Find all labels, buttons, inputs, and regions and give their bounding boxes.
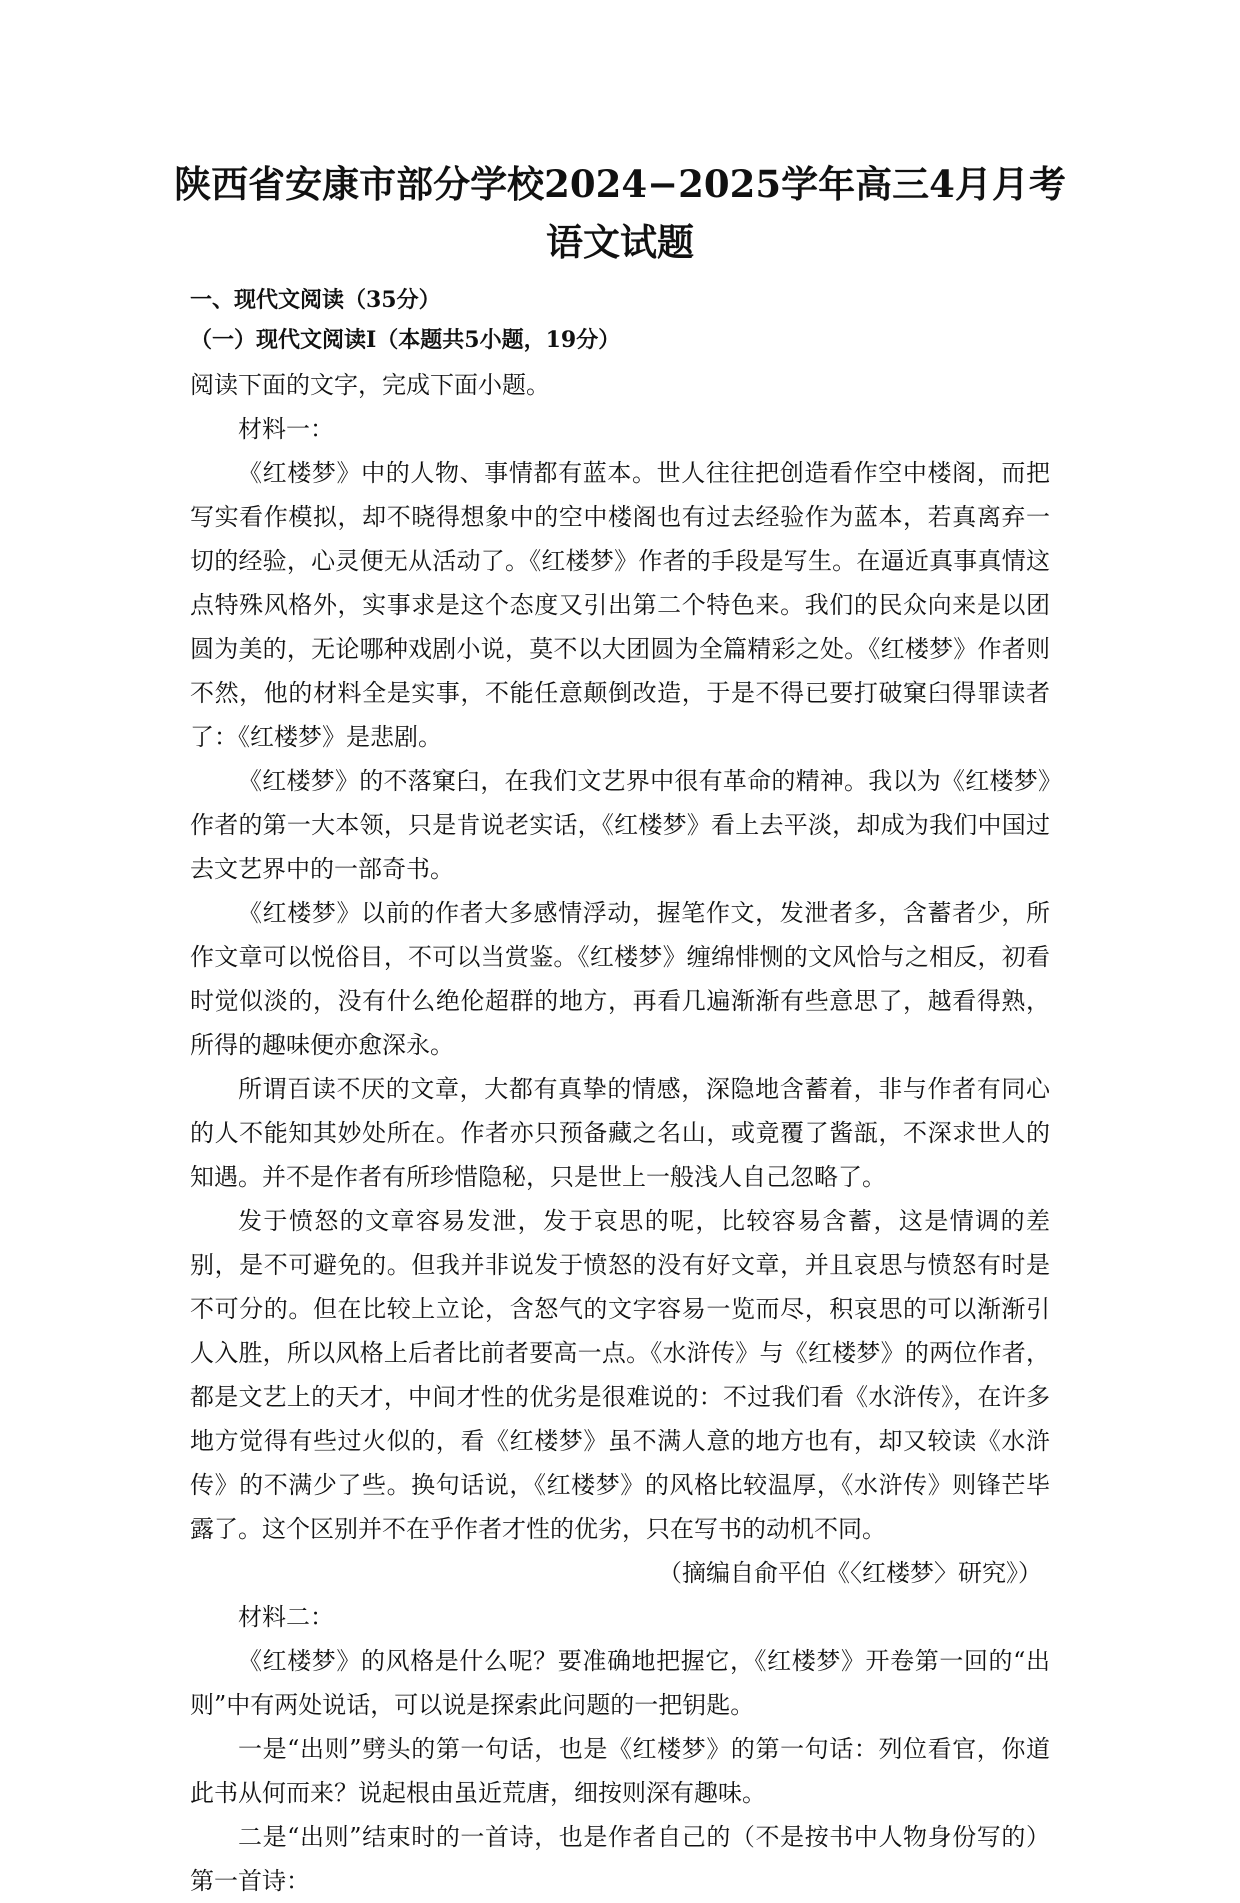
material-1-paragraph: 《红楼梦》中的人物、事情都有蓝本。世人往往把创造看作空中楼阁，而把写实看作模拟，却不晓得想象中的空中楼阁也有过去经验作为蓝本，若真离弃一切的经验，心灵便无从活动了。《红楼梦》作者的手段是写生。在逼近真事真情这点特殊风格外，实事求是这个态度又引出第二个特色来。我们的民众向来是以团圆为美的，无论哪种戏剧小说，莫不以大团圆为全篇精彩之处。《红楼梦》作者则不然，他的材料全是实事，不能任意颠倒改造，于是不得已要打破窠臼得罪读者了：《红楼梦》是悲剧。: [190, 459, 1050, 751]
material-2-paragraph: 二是“出则”结束时的一首诗，也是作者自己的（不是按书中人物身份写的）第一首诗：: [190, 1823, 1050, 1895]
material-1-paragraph: 《红楼梦》的不落窠臼，在我们文艺界中很有革命的精神。我以为《红楼梦》作者的第一大本领，只是肯说老实话，《红楼梦》看上去平淡，却成为我们中国过去文艺界中的一部奇书。: [190, 767, 1050, 883]
material-1-paragraph: 所谓百读不厌的文章，大都有真挚的情感，深隐地含蓄着，非与作者有同心的人不能知其妙处所在。作者亦只预备藏之名山，或竟覆了酱瓿，不深求世人的知遇。并不是作者有所珍惜隐秘，只是世上一般浅人自己忽略了。: [190, 1075, 1050, 1191]
exam-subject: 语文试题: [546, 220, 694, 264]
material-2-label: 材料二：: [238, 1603, 334, 1631]
material-1-source: （摘编自俞平伯《〈红楼梦〉研究》）: [658, 1559, 1042, 1587]
reading-passage: [190, 363, 1050, 1903]
material-1-paragraph: 《红楼梦》以前的作者大多感情浮动，握笔作文，发泄者多，含蓄者少，所作文章可以悦俗目，不可以当赏鉴。《红楼梦》缠绵悱恻的文风恰与之相反，初看时觉似淡的，没有什么绝伦超群的地方，再看几遍渐渐有些意思了，越看得熟，所得的趣味便亦愈深永。: [190, 899, 1050, 1059]
instruction-text: 阅读下面的文字，完成下面小题。: [190, 371, 550, 399]
material-2-paragraph: 一是“出则”劈头的第一句话，也是《红楼梦》的第一句话：列位看官，你道此书从何而来？说起根由虽近荒唐，细按则深有趣味。: [190, 1735, 1050, 1807]
section-heading-modern-reading: 一、现代文阅读（35分）: [190, 287, 441, 313]
material-2-paragraph: 《红楼梦》的风格是什么呢？要准确地把握它，《红楼梦》开卷第一回的“出则”中有两处说话，可以说是探索此问题的一把钥匙。: [190, 1647, 1050, 1719]
material-1-label: 材料一：: [238, 415, 334, 443]
exam-title: 陕西省安康市部分学校2024−2025学年高三4月月考: [174, 162, 1066, 206]
material-1-paragraph: 发于愤怒的文章容易发泄，发于哀思的呢，比较容易含蓄，这是情调的差别，是不可避免的。但我并非说发于愤怒的没有好文章，并且哀思与愤怒有时是不可分的。但在比较上立论，含怒气的文字容易一览而尽，积哀思的可以渐渐引人入胜，所以风格上后者比前者要高一点。《水浒传》与《红楼梦》的两位作者，都是文艺上的天才，中间才性的优劣是很难说的：不过我们看《水浒传》，在许多地方觉得有些过火似的，看《红楼梦》虽不满人意的地方也有，却又较读《水浒传》的不满少了些。换句话说，《红楼梦》的风格比较温厚，《水浒传》则锋芒毕露了。这个区别并不在乎作者才性的优劣，只在写书的动机不同。: [190, 1207, 1050, 1543]
subsection-heading-reading-1: （一）现代文阅读Ⅰ（本题共5小题，19分）: [190, 327, 621, 353]
